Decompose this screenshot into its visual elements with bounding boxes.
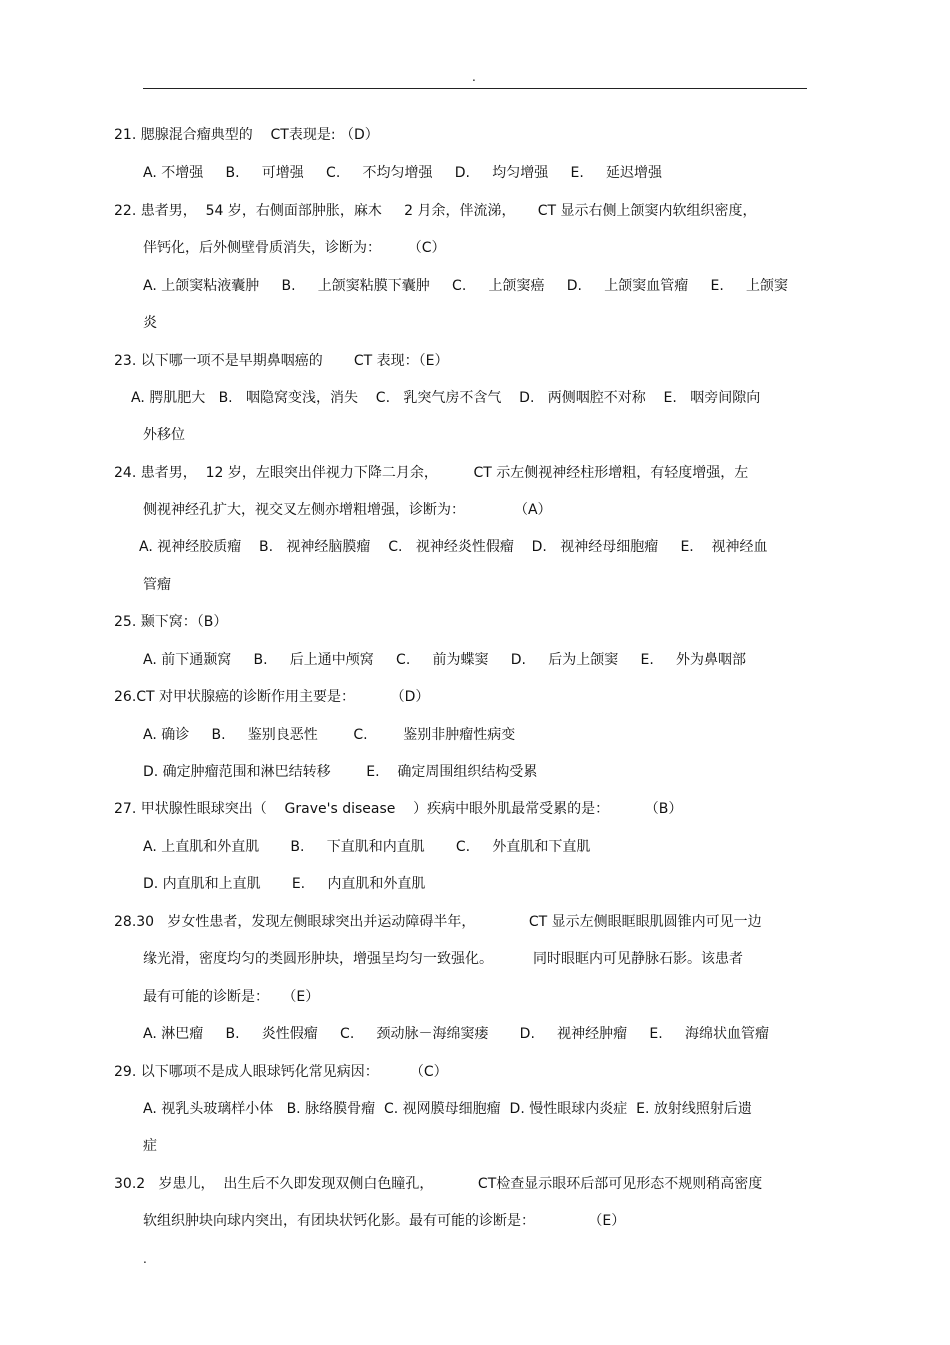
options-25: A. 前下通颞窝 B. 后上通中颅窝 C. 前为蝶窦 D. 后为上颌窦 E. 外为鼻咽部 — [143, 652, 747, 668]
options-27-cont: D. 内直肌和上直肌 E. 内直肌和外直肌 — [143, 876, 426, 892]
question-28: 28.30 岁女性患者，发现左侧眼球突出并运动障碍半年， CT 显示左侧眼眶眼肌圆锥内可见一边 — [114, 914, 762, 930]
question-22: 22. 患者男， 54 岁，右侧面部肿胀，麻木 2 月余，伴流涕， CT 显示右侧上颌窦内软组织密度， — [114, 203, 757, 219]
options-26-cont: D. 确定肿瘤范围和淋巴结转移 E. 确定周围组织结构受累 — [143, 764, 538, 780]
question-30-cont: 软组织肿块向球内突出，有团块状钙化影。最有可能的诊断是： （E） — [143, 1213, 626, 1229]
footer-mark: . — [143, 1252, 147, 1266]
question-26: 26.CT 对甲状腺癌的诊断作用主要是： （D） — [114, 689, 430, 705]
options-29: A. 视乳头玻璃样小体 B. 脉络膜骨瘤 C. 视网膜母细胞瘤 D. 慢性眼球内炎症 E. 放射线照射后遗 — [143, 1101, 752, 1117]
question-29: 29. 以下哪项不是成人眼球钙化常见病因： （C） — [114, 1064, 448, 1080]
options-29-cont: 症 — [143, 1138, 157, 1154]
options-28: A. 淋巴瘤 B. 炎性假瘤 C. 颈动脉－海绵窦瘘 D. 视神经肿瘤 E. 海绵状血管瘤 — [143, 1026, 769, 1042]
question-30: 30.2 岁患儿， 出生后不久即发现双侧白色瞳孔， CT检查显示眼环后部可见形态不规则稍高密度 — [114, 1176, 763, 1192]
options-24: A. 视神经胶质瘤 B. 视神经脑膜瘤 C. 视神经炎性假瘤 D. 视神经母细胞瘤 E. 视神经血 — [139, 539, 768, 555]
question-23: 23. 以下哪一项不是早期鼻咽癌的 CT 表现：（E） — [114, 353, 449, 369]
header-mark: . — [472, 70, 476, 84]
question-22-cont: 伴钙化，后外侧壁骨质消失，诊断为： （C） — [143, 240, 446, 256]
options-26: A. 确诊 B. 鉴别良恶性 C. 鉴别非肿瘤性病变 — [143, 727, 516, 743]
options-21: A. 不增强 B. 可增强 C. 不均匀增强 D. 均匀增强 E. 延迟增强 — [143, 165, 663, 181]
options-27: A. 上直肌和外直肌 B. 下直肌和内直肌 C. 外直肌和下直肌 — [143, 839, 591, 855]
question-28-cont-1: 缘光滑，密度均匀的类圆形肿块，增强呈均匀一致强化。 同时眼眶内可见静脉石影。该患者 — [143, 951, 744, 967]
header-rule — [143, 88, 807, 89]
question-28-cont-2: 最有可能的诊断是： （E） — [143, 989, 320, 1005]
options-23-cont: 外移位 — [143, 427, 185, 443]
question-24: 24. 患者男， 12 岁，左眼突出伴视力下降二月余， CT 示左侧视神经柱形增粗，有轻度增强，左 — [114, 465, 749, 481]
question-21: 21. 腮腺混合瘤典型的 CT表现是: （D） — [114, 127, 379, 143]
question-27: 27. 甲状腺性眼球突出（ Grave's disease ）疾病中眼外肌最常受累的是： （B） — [114, 801, 683, 817]
options-22-cont: 炎 — [143, 315, 157, 331]
question-24-cont: 侧视神经孔扩大，视交叉左侧亦增粗增强，诊断为： （A） — [143, 502, 552, 518]
question-25: 25. 颞下窝：（B） — [114, 614, 228, 630]
options-24-cont: 管瘤 — [143, 577, 171, 593]
options-22: A. 上颌窦粘液囊肿 B. 上颌窦粘膜下囊肿 C. 上颌窦癌 D. 上颌窦血管瘤 E. 上颌窦 — [143, 278, 789, 294]
options-23: A. 腭肌肥大 B. 咽隐窝变浅，消失 C. 乳突气房不含气 D. 两侧咽腔不对称 E. 咽旁间隙向 — [131, 390, 761, 406]
